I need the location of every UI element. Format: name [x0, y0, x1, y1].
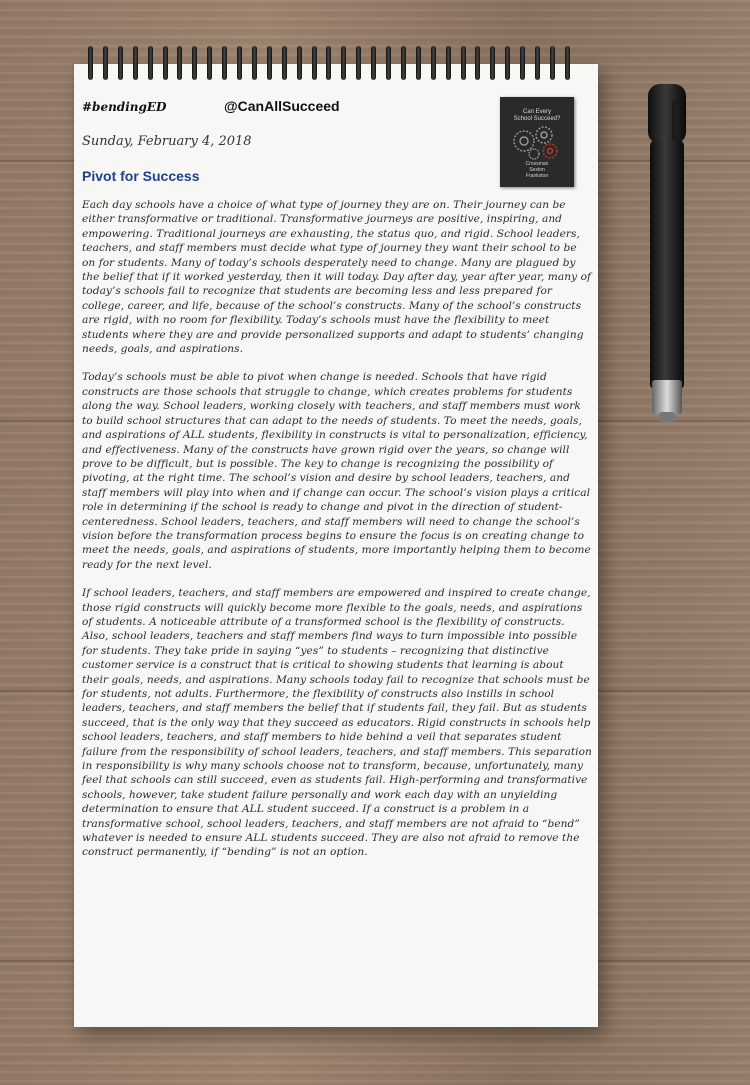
spiral-ring — [475, 46, 480, 80]
spiral-ring — [565, 46, 570, 80]
page-title: Pivot for Success — [82, 168, 200, 184]
twitter-handle: @CanAllSucceed — [224, 98, 340, 114]
book-cover — [500, 97, 574, 187]
spiral-ring — [371, 46, 376, 80]
spiral-ring — [148, 46, 153, 80]
spiral-ring — [446, 46, 451, 80]
spiral-ring — [416, 46, 421, 80]
spiral-ring — [282, 46, 287, 80]
spiral-ring — [207, 46, 212, 80]
paragraph-3: If school leaders, teachers, and staff members are empowered and inspired to create change, those rigid constructs will quickly become more flexible to the goals, needs, and aspirations of students. A noticeable attribute of a transformed school is the flexibility of constructs. Also, school leaders, teachers and staff members find ways to turn impossible into possible for students. They take pride in saying “yes” to students – recognizing that distinctive customer service is a construct that is critical to showing students that learning is about their goals, needs, and aspirations. Many schools today fail to recognize that schools must be for students, not adults. Furthermore, the flexibility of constructs also instills in school leaders, teachers, and staff members the belief that if students fail, they fail. But as students succeed, that is the only way that they succeed as educators. Rigid constructs in schools help school leaders, teachers, and staff members to hide behind a veil that separates student failure from the responsibility of school leaders, teachers, and staff members. This separation in responsibility is why many schools choose not to transform, because, unfortunately, many feel that schools can still succeed, even as students fail. High-performing and transformative schools, however, take student failure personally and work each day with an unyielding determination to ensure that ALL student succeed. If a construct is a problem in a transformative school, school leaders, teachers, and staff members are not afraid to “bend” whatever is needed to ensure ALL students succeed. They are also not afraid to remove the construct permanently, if “bending” is not an option. — [82, 587, 592, 859]
spiral-ring — [341, 46, 346, 80]
spiral-ring — [312, 46, 317, 80]
spiral-binding — [88, 46, 578, 86]
spiral-ring — [267, 46, 272, 80]
spiral-ring — [252, 46, 257, 80]
spiral-ring — [222, 46, 227, 80]
spiral-ring — [103, 46, 108, 80]
spiral-ring — [461, 46, 466, 80]
spiral-ring — [118, 46, 123, 80]
gears-icon — [508, 123, 566, 161]
spiral-ring — [520, 46, 525, 80]
spiral-ring — [386, 46, 391, 80]
spiral-ring — [326, 46, 331, 80]
spiral-ring — [177, 46, 182, 80]
spiral-ring — [550, 46, 555, 80]
spiral-ring — [237, 46, 242, 80]
paragraph-2: Today’s schools must be able to pivot when change is needed. Schools that have rigid constructs are those schools that struggle to change, which creates problems for students along the way. School leaders, working closely with teachers, and staff members must work to build school structures that can adapt to the needs of students. To meet the needs, goals, and aspirations of ALL students, flexibility in constructs is vital to personalization, efficiency, and effectiveness. Many of the constructs have grown rigid over the years, so change will prove to be difficult, but is possible. The key to change is recognizing the possibility of pivoting, at the right time. The school’s vision and desire by school leaders, teachers, and staff members will play into when and if change can occur. The school’s vision plays a critical role in determining if the school is ready to change and pivot in the direction of student-centeredness. School leaders, teachers, and staff members will need to change the school’s vision before the transformation process begins to ensure the focus is on creating change to meet the needs, goals, and aspirations of students, more importantly helping them to become ready for the next level. — [82, 371, 591, 571]
spiral-ring — [88, 46, 93, 80]
spiral-ring — [490, 46, 495, 80]
book-title: Can Every School Succeed? — [513, 109, 561, 122]
pen-icon — [644, 80, 690, 430]
book-authors: Crossman Sexton Frankston — [525, 161, 549, 179]
spiral-ring — [356, 46, 361, 80]
paragraph-1: Each day schools have a choice of what type of journey they are on. Their journey can be either transformative or traditional. Transformative journeys are positive, inspiring, and empowering. Traditional journeys are exhausting, the status quo, and rigid. School leaders, teachers, and staff members must decide what type of journey they want their school to be on for students. Many of today’s schools desperately need to change. Many are plagued by the belief that if it worked yesterday, then it will today. Day after day, year after year, many of today’s schools fail to recognize that students are becoming less and less prepared for college, career, and life, because of the school’s constructs. Many of the school’s constructs are rigid, with no room for flexibility. Today’s schools must have the flexibility to meet students where they are and provide personalized supports and adapt to students’ changing needs, goals, and aspirations. — [82, 199, 591, 356]
spiral-ring — [163, 46, 168, 80]
article-body — [82, 198, 592, 874]
spiral-ring — [535, 46, 540, 80]
entry-date: Sunday, February 4, 2018 — [82, 134, 252, 149]
spiral-ring — [401, 46, 406, 80]
spiral-ring — [133, 46, 138, 80]
spiral-ring — [431, 46, 436, 80]
spiral-ring — [297, 46, 302, 80]
spiral-ring — [192, 46, 197, 80]
hashtag: #bendingED — [82, 100, 167, 114]
spiral-ring — [505, 46, 510, 80]
